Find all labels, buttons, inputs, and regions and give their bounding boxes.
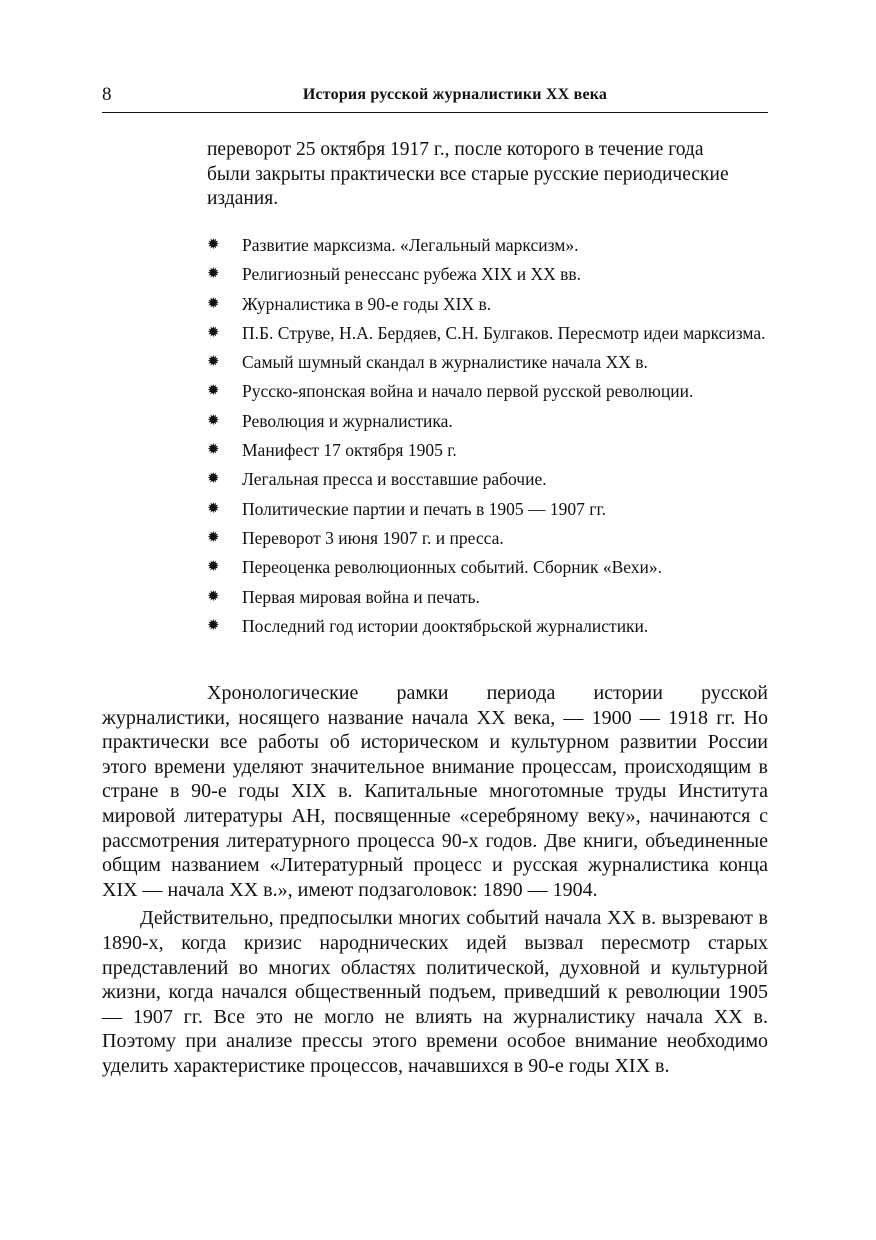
bullet-icon: ✹ <box>207 237 220 253</box>
list-item-text: П.Б. Струве, Н.А. Бердяев, С.Н. Булгаков. Пересмотр идеи марксизма. <box>242 322 766 343</box>
list-item <box>207 439 777 461</box>
topic-list <box>207 234 777 644</box>
body-paragraph: Действительно, предпосылки многих событий начала XX в. вызревают в 1890-х, когда кризис народнических идей вызвал пересмотр старых представлений во многих областях политической, духовной и культурной жизни, когда начался общественный подъем, приведший к революции 1905 — 1907 гг. Все это не могло не влиять на журналистику начала XX в. Поэтому при анализе прессы этого времени особое внимание необходимо уделить характеристике процессов, начавшихся в 90-е годы XIX в. <box>102 907 768 1077</box>
epigraph-text: переворот 25 октября 1917 г., после которого в течение года были закрыты практически все старые русские периодические издания. <box>207 139 729 209</box>
bullet-icon: ✹ <box>207 471 220 488</box>
list-item-text: Русско-японская война и начало первой русской революции. <box>242 381 694 402</box>
list-item <box>207 527 777 549</box>
bullet-icon: ✹ <box>207 412 220 429</box>
bullet-icon: ✹ <box>207 500 220 517</box>
bullet-icon: ✹ <box>207 529 220 546</box>
bullet-icon: ✹ <box>207 617 220 634</box>
list-item <box>207 263 777 285</box>
body-text <box>102 681 768 1079</box>
bullet-icon: ✹ <box>207 295 220 312</box>
header-rule <box>102 112 768 113</box>
list-item <box>207 380 777 402</box>
list-item <box>207 586 777 608</box>
running-title: История русской журналистики XX века <box>302 86 608 103</box>
list-item-text: Самый шумный скандал в журналистике начала XX в. <box>242 352 648 373</box>
page-number: 8 <box>102 84 112 105</box>
bullet-icon: ✹ <box>207 559 220 576</box>
list-item <box>207 556 777 578</box>
body-paragraph: Хронологические рамки периода истории русской журналистики, носящего название начала XX века, — 1900 — 1918 гг. Но практически все работы об историческом и культурном развитии России этого времени уделяют значительное внимание процессам, происходящим в стране в 90-е годы XIX в. Капитальные многотомные труды Института мировой литературы АН, посвященные «серебряному веку», начинаются с рассмотрения литературного процесса 90-х годов. Две книги, объединенные общим названием «Литературный процесс и русская журналистика конца XIX — начала XX в.», имеют подзаголовок: 1890 — 1904. <box>102 682 768 901</box>
list-item <box>207 322 777 344</box>
bullet-icon: ✹ <box>207 588 220 605</box>
list-item-text: Развитие марксизма. «Легальный марксизм». <box>242 235 579 255</box>
list-item-text: Политические партии и печать в 1905 — 1907 гг. <box>242 498 607 519</box>
list-item <box>207 410 777 432</box>
list-item-text: Журналистика в 90-е годы XIX в. <box>242 293 492 314</box>
list-item <box>207 498 777 520</box>
list-item-text: Религиозный ренессанс рубежа XIX и XX вв. <box>242 264 582 285</box>
list-item-text: Легальная пресса и восставшие рабочие. <box>242 469 547 490</box>
list-item-text: Революция и журналистика. <box>242 410 453 431</box>
bullet-icon: ✹ <box>207 324 220 341</box>
list-item-text: Манифест 17 октября 1905 г. <box>242 440 457 461</box>
list-item-text: Первая мировая война и печать. <box>242 586 480 607</box>
bullet-icon: ✹ <box>207 442 220 459</box>
list-item <box>207 615 777 637</box>
bullet-icon: ✹ <box>207 354 220 371</box>
page-header <box>102 84 768 112</box>
list-item <box>207 351 777 373</box>
list-item-text: Переворот 3 июня 1907 г. и пресса. <box>242 527 504 548</box>
list-item-text: Переоценка революционных событий. Сборник «Вехи». <box>242 557 663 578</box>
list-item <box>207 293 777 315</box>
list-item <box>207 234 777 256</box>
epigraph <box>207 138 747 212</box>
bullet-icon: ✹ <box>207 266 220 283</box>
list-item-text: Последний год истории дооктябрьской журналистики. <box>242 615 649 636</box>
list-item <box>207 468 777 490</box>
bullet-icon: ✹ <box>207 383 220 400</box>
